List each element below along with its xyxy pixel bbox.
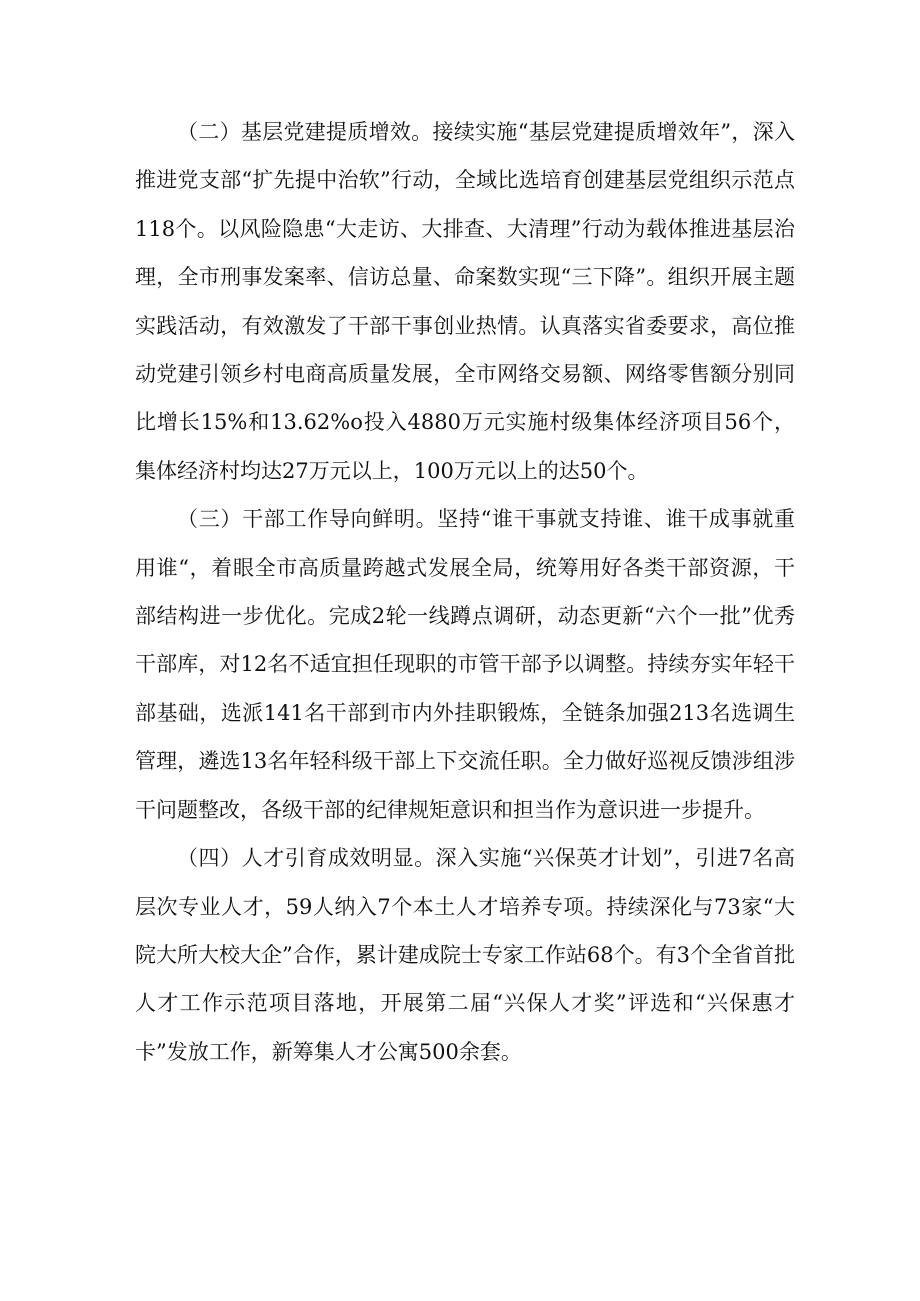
paragraph-grassroots-party-building: （二）基层党建提质增效。接续实施“基层党建提质增效年”，深入推进党支部“扩先提中治软”行动，全域比选培育创建基层党组织示范点118个。以风险隐患“大走访、大排查、大清理”行动为载体推进基层治理，全市刑事发案率、信访总量、命案数实现“三下降”。组织开展主题实践活动，有效激发了干部干事创业热情。认真落实省委要求，高位推动党建引领乡村电商高质量发展，全市网络交易额、网络零售额分别同比增长15%和13.62%o投入4880万元实施村级集体经济项目56个，集体经济村均达27万元以上，100万元以上的达50个。 (135, 120, 795, 483)
document-body (135, 108, 795, 1076)
paragraph-cadre-work: （三）干部工作导向鲜明。坚持“谁干事就支持谁、谁干成事就重用谁“，着眼全市高质量跨越式发展全局，统筹用好各类干部资源，干部结构进一步优化。完成2轮一线蹲点调研，动态更新“六个一批”优秀干部库，对12名不适宜担任现职的市管干部予以调整。持续夯实年轻干部基础，选派141名干部到市内外挂职锻炼，全链条加强213名选调生管理，遴选13名年轻科级干部上下交流任职。全力做好巡视反馈涉组涉干问题整改，各级干部的纪律规矩意识和担当作为意识进一步提升。 (135, 507, 795, 822)
paragraph-talent-cultivation: （四）人才引育成效明显。深入实施“兴保英才计划”，引进7名高层次专业人才，59人纳入7个本土人才培养专项。持续深化与73家“大院大所大校大企”合作，累计建成院士专家工作站68个。有3个全省首批人才工作示范项目落地，开展第二届“兴保人才奖”评选和“兴保惠才卡”发放工作，新筹集人才公寓500余套。 (135, 846, 795, 1064)
